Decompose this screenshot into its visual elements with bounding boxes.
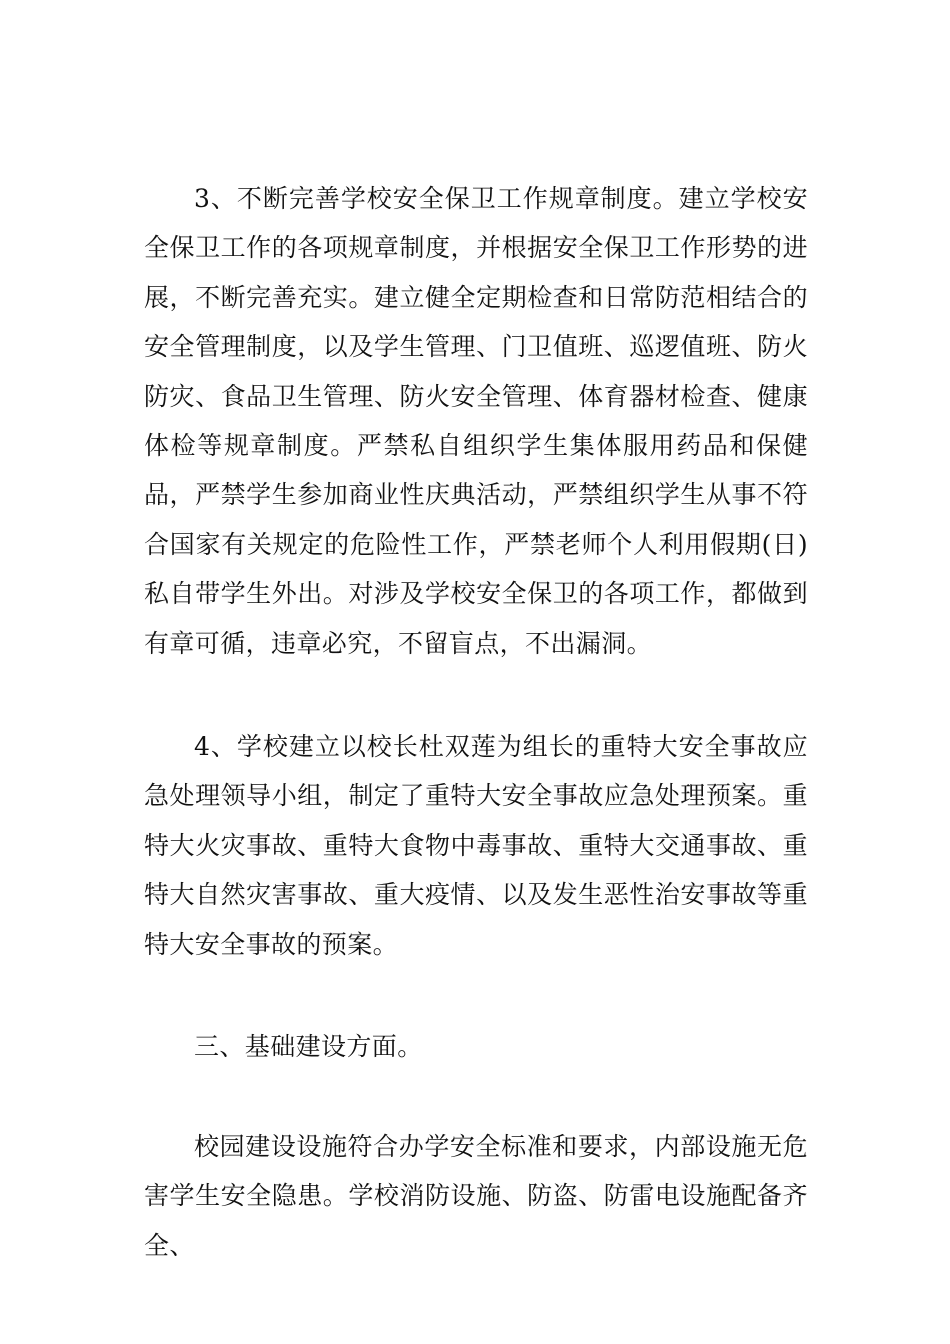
paragraph-campus-facilities: 校园建设设施符合办学安全标准和要求，内部设施无危害学生安全隐患。学校消防设施、防盗、防雷电设施配备齐全、: [144, 1132, 808, 1260]
paragraph-emergency-plan: 4、学校建立以校长杜双莲为组长的重特大安全事故应急处理领导小组，制定了重特大安全事故应急处理预案。重特大火灾事故、重特大食物中毒事故、重特大交通事故、重特大自然灾害事故、重大疫情、以及发生恶性治安事故等重特大安全事故的预案。: [144, 732, 808, 959]
paragraph-regulations: 3、不断完善学校安全保卫工作规章制度。建立学校安全保卫工作的各项规章制度，并根据安全保卫工作形势的进展，不断完善充实。建立健全定期检查和日常防范相结合的安全管理制度，以及学生管理、门卫值班、巡逻值班、防火防灾、食品卫生管理、防火安全管理、体育器材检查、健康体检等规章制度。严禁私自组织学生集体服用药品和保健品，严禁学生参加商业性庆典活动，严禁组织学生从事不符合国家有关规定的危险性工作，严禁老师个人利用假期(日)私自带学生外出。对涉及学校安全保卫的各项工作，都做到有章可循，违章必究，不留盲点，不出漏洞。: [144, 184, 808, 658]
section-heading-infrastructure: 三、基础建设方面。: [194, 1032, 423, 1061]
